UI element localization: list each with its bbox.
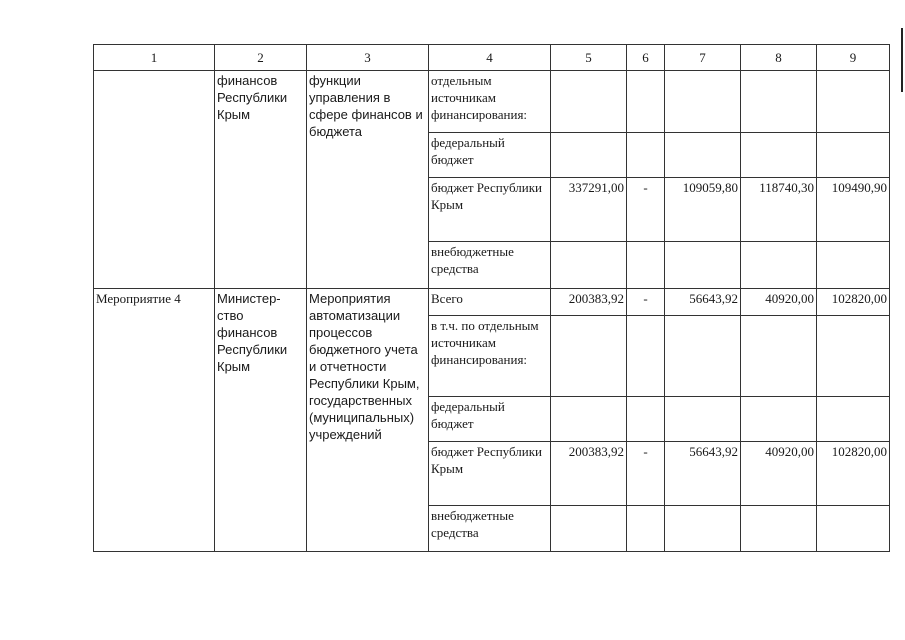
total-value [551, 133, 627, 178]
year-value [741, 133, 817, 178]
total-value [551, 242, 627, 289]
year-value: 109490,90 [817, 178, 890, 242]
funding-source-label: федеральный бюджет [429, 133, 551, 178]
year-value [741, 397, 817, 442]
total-value: 200383,92 [551, 442, 627, 506]
column-number: 8 [741, 45, 817, 71]
funding-source-label: внебюджетные средства [429, 242, 551, 289]
column-number: 2 [215, 45, 307, 71]
year-value: - [627, 442, 665, 506]
year-value: 56643,92 [665, 442, 741, 506]
funding-source-label: Всего [429, 289, 551, 316]
year-value [817, 397, 890, 442]
year-value [627, 242, 665, 289]
total-value: 337291,00 [551, 178, 627, 242]
year-value: 109059,80 [665, 178, 741, 242]
year-value [627, 506, 665, 552]
year-value [817, 316, 890, 397]
year-value: 102820,00 [817, 289, 890, 316]
total-value [551, 506, 627, 552]
page-edge-mark [901, 28, 903, 92]
funding-source-label: бюджет Республики Крым [429, 442, 551, 506]
year-value [741, 71, 817, 133]
year-value: 56643,92 [665, 289, 741, 316]
measure-description-cell: Мероприятия автоматизации процессов бюджетного учета и отчетности Республики Крым, государственных (муниципальных) учреждений [307, 289, 429, 552]
total-value: 200383,92 [551, 289, 627, 316]
year-value: 102820,00 [817, 442, 890, 506]
column-number: 3 [307, 45, 429, 71]
year-value [627, 316, 665, 397]
year-value [741, 316, 817, 397]
year-value [741, 506, 817, 552]
total-value [551, 71, 627, 133]
year-value: 40920,00 [741, 442, 817, 506]
column-number: 6 [627, 45, 665, 71]
year-value: 40920,00 [741, 289, 817, 316]
year-value [741, 242, 817, 289]
measure-description-cell: функции управления в сфере финансов и бюджета [307, 71, 429, 289]
column-number: 1 [94, 45, 215, 71]
year-value [817, 133, 890, 178]
year-value [665, 506, 741, 552]
year-value: 118740,30 [741, 178, 817, 242]
total-value [551, 397, 627, 442]
column-number: 7 [665, 45, 741, 71]
column-number: 4 [429, 45, 551, 71]
executor-cell: Министер-ство финансов Республики Крым [215, 289, 307, 552]
year-value: - [627, 178, 665, 242]
year-value [665, 133, 741, 178]
year-value [817, 71, 890, 133]
measure-name-cell: Мероприятие 4 [94, 289, 215, 552]
year-value [665, 71, 741, 133]
budget-table [93, 44, 890, 552]
table-row [94, 71, 890, 133]
total-value [551, 316, 627, 397]
funding-source-label: отдельным источникам финансирования: [429, 71, 551, 133]
measure-name-cell [94, 71, 215, 289]
year-value: - [627, 289, 665, 316]
year-value [817, 506, 890, 552]
year-value [665, 242, 741, 289]
funding-source-label: в т.ч. по отдельным источникам финансирования: [429, 316, 551, 397]
funding-source-label: внебюджетные средства [429, 506, 551, 552]
year-value [817, 242, 890, 289]
year-value [627, 133, 665, 178]
funding-source-label: федеральный бюджет [429, 397, 551, 442]
column-number-row [94, 45, 890, 71]
year-value [627, 397, 665, 442]
year-value [665, 397, 741, 442]
year-value [627, 71, 665, 133]
table-row [94, 289, 890, 316]
executor-cell: финансов Республики Крым [215, 71, 307, 289]
funding-source-label: бюджет Республики Крым [429, 178, 551, 242]
column-number: 9 [817, 45, 890, 71]
year-value [665, 316, 741, 397]
column-number: 5 [551, 45, 627, 71]
